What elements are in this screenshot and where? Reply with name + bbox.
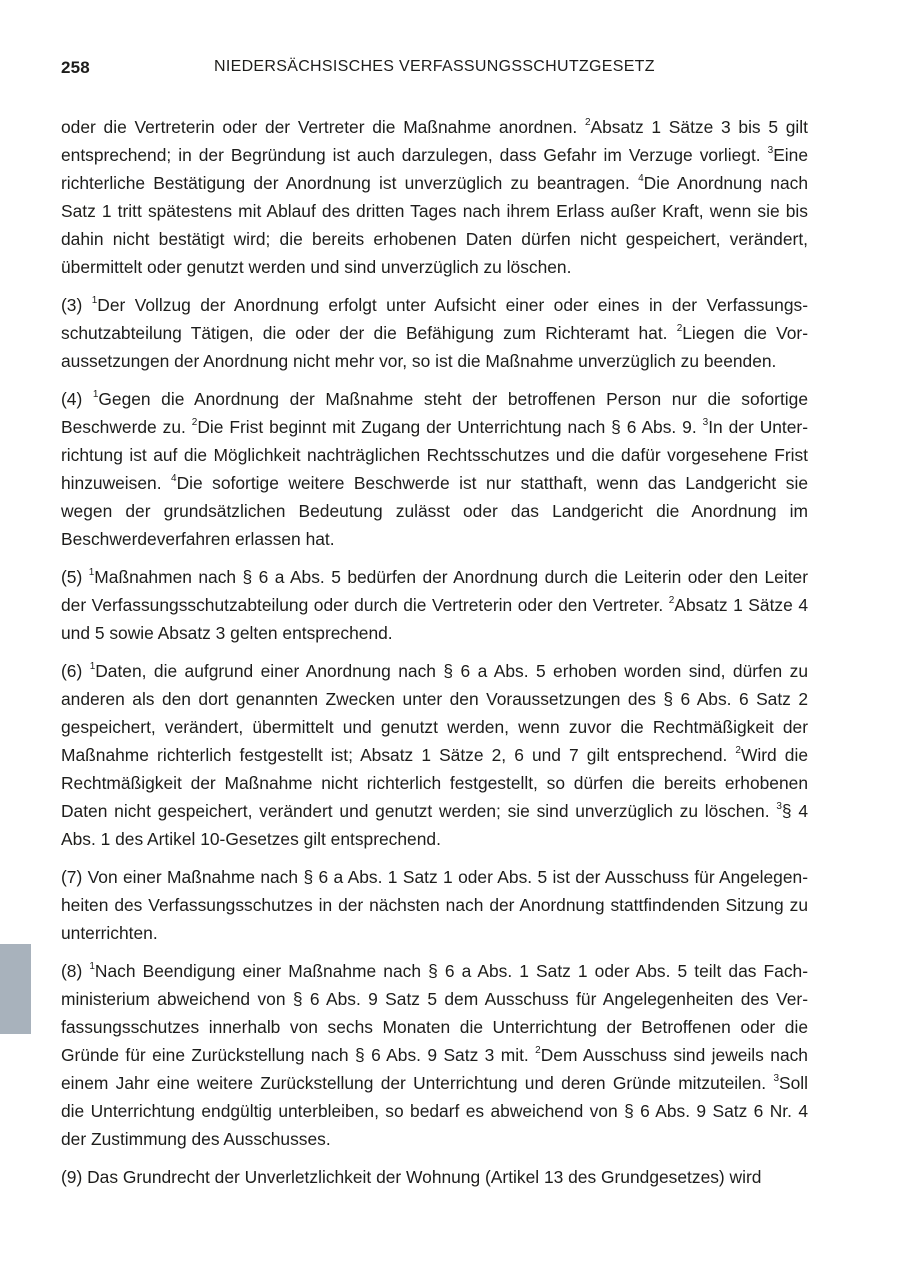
paragraph-6 [61, 657, 808, 853]
running-header: NIEDERSÄCHSISCHES VERFASSUNGSSCHUTZGESETZ [214, 58, 655, 75]
text-run: Gegen die Anordnung der Maßnahme steht der betroffenen Person nur die sofortige Beschwerde zu. [61, 389, 808, 437]
text-run: (3) [61, 295, 92, 315]
text-run: Der Vollzug der Anordnung erfolgt unter Aufsicht einer oder eines in der Verfassungsschutzabteilung Tätigen, die oder der die Befähigung zum Richteramt hat. [61, 295, 808, 343]
paragraph [61, 113, 808, 281]
sentence-number: 3 [702, 417, 709, 429]
sentence-number: 2 [668, 595, 675, 607]
text-run: Nach Beendigung einer Maßnahme nach § 6 a Abs. 1 Satz 1 oder Abs. 5 teilt das Fachministerium abweichend von § 6 Abs. 9 Satz 5 dem Ausschuss für Angelegenheiten des Verfassungsschutzes innerhalb von sechs Monaten die Unterrichtung der Betroffenen oder die Gründe für eine Zurückstellung nach § 6 Abs. 9 Satz 3 mit. [61, 961, 808, 1065]
text-run: (5) [61, 567, 89, 587]
text-run: Soll die Unterrichtung endgültig unterbleiben, so bedarf es abweichend von § 6 Abs. 9 Satz 6 Nr. 4 der Zustimmung des Ausschusses. [61, 1073, 808, 1149]
body-text [61, 113, 808, 1201]
text-run: Absatz 1 Sätze 4 und 5 sowie Absatz 3 gelten entsprechend. [61, 595, 808, 643]
sentence-number: 2 [735, 745, 741, 757]
text-run: (6) [61, 661, 90, 681]
sentence-number: 1 [89, 661, 96, 673]
text-run: Wird die Rechtmäßigkeit der Maßnahme nicht richterlich festgestellt, so dürfen die bereits erhobenen Daten nicht gespeichert, verändert und genutzt werden; sie sind unverzüglich zu löschen. [61, 745, 808, 821]
paragraph-3 [61, 291, 808, 375]
text-run: oder die Vertreterin oder der Vertreter die Maßnahme anordnen. [61, 117, 585, 137]
text-run: Absatz 1 Sätze 3 bis 5 gilt entsprechend; in der Begründung ist auch darzulegen, dass Gefahr im Verzuge vorliegt. [61, 117, 808, 165]
sentence-number: 3 [773, 1073, 779, 1085]
page-number: 258 [61, 58, 90, 77]
text-run: In der Unterrichtung ist auf die Möglichkeit nachträglichen Rechtsschutzes und die dafür vorgesehene Frist hinzuweisen. [61, 417, 809, 493]
text-run: Liegen die Voraussetzungen der Anordnung nicht mehr vor, so ist die Maßnahme unverzüglich zu beenden. [61, 323, 809, 371]
sentence-number: 2 [191, 417, 198, 429]
text-run: Dem Ausschuss sind jeweils nach einem Jahr eine weitere Zurückstellung der Unterrichtung und deren Gründe mitzuteilen. [61, 1045, 808, 1093]
text-run: Die Frist beginnt mit Zugang der Unterrichtung nach § 6 Abs. 9. [197, 417, 703, 437]
text-run: Die Anordnung nach Satz 1 tritt spätestens mit Ablauf des dritten Tages nach ihrem Erlass außer Kraft, wenn sie bis dahin nicht bestätigt wird; die bereits erhobenen Daten dürfen nicht gespeichert, verändert, übermittelt oder genutzt werden und sind unverzüglich zu löschen. [61, 173, 808, 277]
sentence-number: 4 [171, 473, 177, 485]
text-run: (9) Das Grundrecht der Unverletzlichkeit der Wohnung (Artikel 13 des Grundgesetzes) wird [61, 1167, 762, 1187]
text-run: Maßnahmen nach § 6 a Abs. 5 bedürfen der Anordnung durch die Leiterin oder den Leiter der Verfassungsschutzabteilung oder durch die Vertreterin oder den Vertreter. [61, 567, 808, 615]
paragraph-9 [61, 1163, 808, 1191]
paragraph-7 [61, 863, 808, 947]
sentence-number: 2 [584, 117, 591, 129]
sentence-number: 1 [91, 295, 98, 307]
text-run: (7) Von einer Maßnahme nach § 6 a Abs. 1 Satz 1 oder Abs. 5 ist der Ausschuss für Angelegenheiten des Verfassungsschutzes in der nächsten nach der Anordnung stattfindenden Sitzung zu unterrichten. [61, 867, 808, 943]
paragraph-4 [61, 385, 808, 553]
sentence-number: 3 [767, 145, 774, 157]
sentence-number: 2 [676, 323, 683, 335]
sentence-number: 1 [88, 567, 95, 579]
margin-thumb-tab [0, 944, 31, 1034]
text-run: (8) [61, 961, 90, 981]
sentence-number: 4 [638, 173, 644, 185]
text-run: § 4 Abs. 1 des Artikel 10-Gesetzes gilt entsprechend. [61, 801, 808, 849]
text-run: (4) [61, 389, 93, 409]
paragraph-5 [61, 563, 808, 647]
sentence-number: 3 [776, 801, 782, 813]
text-run: Daten, die aufgrund einer Anordnung nach § 6 a Abs. 5 erhoben worden sind, dürfen zu anderen als den dort genannten Zwecken unter den Voraussetzungen des § 6 Abs. 6 Satz 2 gespeichert, verändert, übermittelt und genutzt werden, wenn zuvor die Rechtmäßigkeit der Maßnahme richterlich festgestellt ist; Absatz 1 Sätze 2, 6 und 7 gilt entsprechend. [61, 661, 808, 765]
sentence-number: 2 [535, 1045, 541, 1057]
sentence-number: 1 [89, 961, 95, 973]
paragraph-8 [61, 957, 808, 1153]
text-run: Eine richterliche Bestätigung der Anordnung ist unverzüglich zu beantragen. [61, 145, 808, 193]
sentence-number: 1 [92, 389, 99, 401]
text-run: Die sofortige weitere Beschwerde ist nur statthaft, wenn das Landgericht sie wegen der grundsätzlichen Bedeutung zulässt oder das Landgericht die Anordnung im Beschwerdeverfahren erlassen hat. [61, 473, 808, 549]
